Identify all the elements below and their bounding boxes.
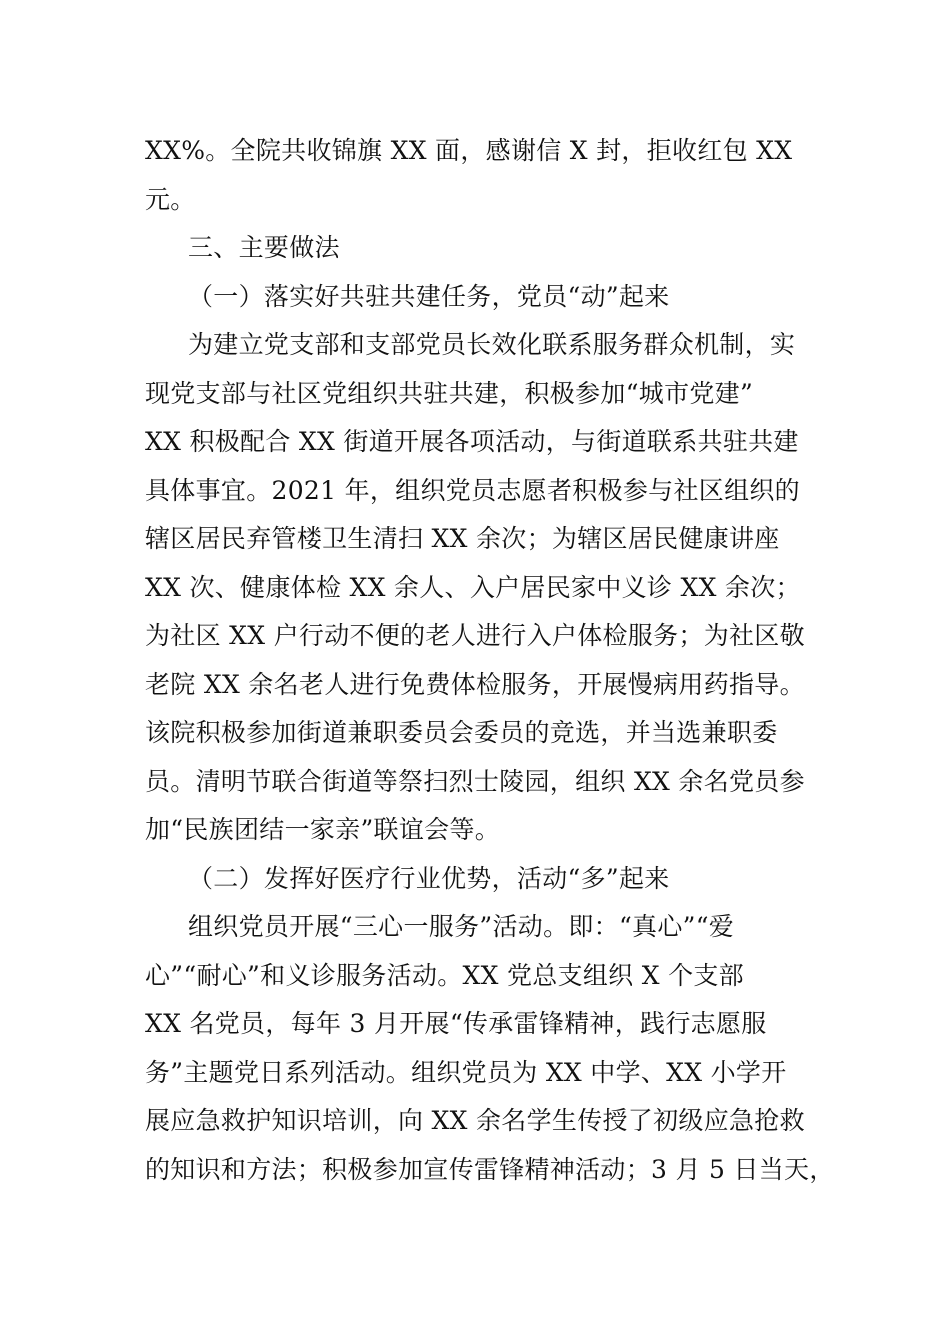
text-line: 务”主题党日系列活动。组织党员为 XX 中学、XX 小学开: [145, 1057, 787, 1087]
text-line: 心”“耐心”和义诊服务活动。XX 党总支组织 X 个支部: [145, 960, 744, 990]
text-line: 加“民族团结一家亲”联谊会等。: [145, 815, 501, 844]
subsection-heading: （一）落实好共驻共建任务，党员“动”起来: [188, 281, 670, 311]
text-line: 具体事宜。2021 年，组织党员志愿者积极参与社区组织的: [145, 475, 800, 505]
document-body: [145, 127, 835, 1194]
paragraph-start-line: 组织党员开展“三心一服务”活动。即：“真心”“爱: [188, 912, 735, 941]
subsection-heading: （二）发挥好医疗行业优势，活动“多”起来: [188, 863, 670, 893]
text-line: 元。: [145, 184, 196, 214]
text-line: 的知识和方法；积极参加宣传雷锋精神活动；3 月 5 日当天，: [145, 1154, 835, 1184]
text-line: 展应急救护知识培训，向 XX 余名学生传授了初级应急抢救: [145, 1106, 805, 1135]
text-line: XX%。全院共收锦旗 XX 面，感谢信 X 封，拒收红包 XX: [145, 136, 793, 165]
text-line: 员。清明节联合街道等祭扫烈士陵园，组织 XX 余名党员参: [145, 766, 805, 796]
text-line: XX 积极配合 XX 街道开展各项活动，与街道联系共驻共建: [145, 427, 799, 456]
text-line: XX 次、健康体检 XX 余人、入户居民家中义诊 XX 余次；: [145, 572, 801, 602]
text-line: 老院 XX 余名老人进行免费体检服务，开展慢病用药指导。: [145, 669, 805, 699]
paragraph-start-line: 为建立党支部和支部党员长效化联系服务群众机制，实: [188, 330, 796, 359]
text-line: 该院积极参加街道兼职委员会委员的竞选，并当选兼职委: [145, 718, 778, 747]
section-heading: 三、主要做法: [188, 233, 340, 262]
text-line: 为社区 XX 户行动不便的老人进行入户体检服务；为社区敬: [145, 621, 805, 650]
text-line: 现党支部与社区党组织共驻共建，积极参加“城市党建”: [145, 378, 754, 408]
text-line: 辖区居民弃管楼卫生清扫 XX 余次；为辖区居民健康讲座: [145, 524, 780, 553]
text-line: XX 名党员，每年 3 月开展“传承雷锋精神，践行志愿服: [145, 1009, 767, 1038]
